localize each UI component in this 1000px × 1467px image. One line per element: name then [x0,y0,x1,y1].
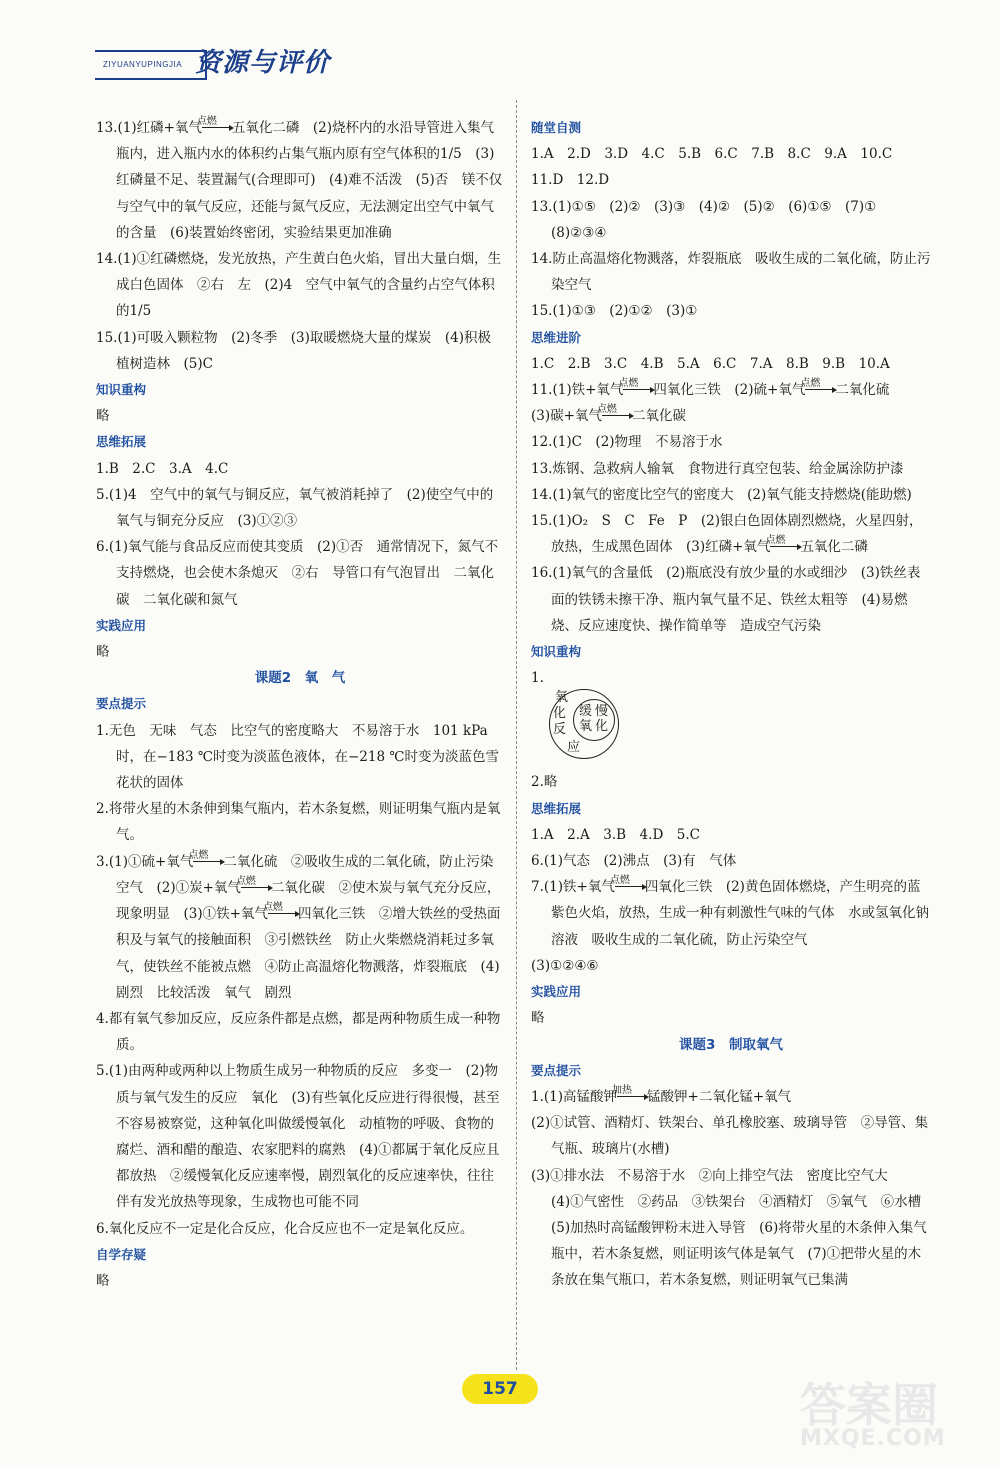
watermark-url: MXQE.COM [800,1426,946,1451]
key-point-1: 1.(1)高锰酸钾加热 锰酸钾+二氧化锰+氧气 [531,1084,792,1105]
diagram-char: 缓 [579,704,593,720]
key-point-4: 4.都有氧气参加反应，反应条件都是点燃，都是两种物质生成一种物质。 [96,1010,501,1054]
diagram-char: 应 [567,740,581,756]
answer-13: 13.(1)红磷+氧气点燃 五氧化二磷 (2)烧杯内的水沿导管进入集气瓶内，进入瓶内水的体积约占集气瓶内原有空气体积的1/5 (3)红磷量不足、装置漏气(合理即可) (4)难不活泼 (5)否 镁不仅与空气中的氧气反应，还能与氮气反应，无法测定出空气中氧气的含量 (6)装置始终密闭，实验结果更加准确 [96,116,503,241]
header-title: 资源与评价 [195,48,331,78]
answer-16: 16.(1)氧气的含量低 (2)瓶底没有放少量的水或细沙 (3)铁丝表面的铁锈未擦干净、瓶内氧气量不足、铁丝太粗等 (4)易燃烧、反应速度快、操作简单等 造成空气污染 [531,565,921,634]
right-column [531,115,935,1294]
lesson-title: 课题3 制取氧气 [679,1036,783,1053]
key-point-1: 1.无色 无味 气态 比空气的密度略大 不易溶于水 101 kPa时，在−183 ℃时变为淡蓝色液体，在−218 ℃时变为淡蓝色雪花状的固体 [96,722,499,792]
answer-choices: 1.A 2.D 3.D 4.C 5.B 6.C 7.B 8.C 9.A 10.C [531,146,893,163]
header-logo [95,40,355,82]
answer-text: 略 [96,644,110,661]
key-point-1-2: (2)①试管、酒精灯、铁架台、单孔橡胶塞、玻璃导管 ②导管、集气瓶、玻璃片(水槽) [531,1115,929,1158]
diagram-char: 氧 [579,719,593,735]
answer-7: 7.(1)铁+氧气点燃 四氧化三铁 (2)黄色固体燃烧，产生明亮的蓝紫色火焰，放热，生成一种有刺激性气味的气体 水或氢氧化钠溶液 吸收生成的二氧化硫，防止污染空气 [531,875,929,948]
answer-6: 6.(1)气态 (2)沸点 (3)有 气体 [531,853,737,870]
answer-5: 5.(1)4 空气中的氧气与铜反应，氧气被消耗掉了 (2)使空气中的氧气与铜充分反应 (3)①②③ [96,486,494,530]
section-heading: 思维拓展 [531,800,582,816]
section-heading: 实践应用 [531,984,582,1000]
section-heading: 要点提示 [96,696,147,712]
watermark-text: 答案圈 [800,1378,938,1432]
answer-12: 12.(1)C (2)物理 不易溶于水 [531,434,723,451]
diagram-char: 氧 [555,690,569,706]
column-divider [516,100,517,1370]
left-column [96,115,504,1294]
answer-13: 13.(1)①⑤ (2)② (3)③ (4)② (5)② (6)①⑤ (7)① (8)②③④ [531,198,890,241]
answer-14: 14.防止高温熔化物溅落，炸裂瓶底 吸收生成的二氧化硫，防止污染空气 [531,251,931,294]
answer-text: 略 [96,1272,110,1289]
answer-choices: 1.C 2.B 3.C 4.B 5.A 6.C 7.A 8.B 9.B 10.A [531,355,890,372]
section-heading: 知识重构 [96,382,147,398]
section-heading: 知识重构 [531,644,582,660]
answer-choices: 11.D 12.D [531,172,610,189]
answer-15: 15.(1)①③ (2)①② (3)① [531,303,698,320]
section-heading: 实践应用 [96,617,147,633]
answer-11-3: (3)碳+氧气点燃 二氧化碳 [531,404,686,425]
section-heading: 要点提示 [531,1062,582,1078]
diagram-label: 1. [531,670,544,687]
section-heading: 思维拓展 [96,434,147,450]
section-heading: 自学存疑 [96,1246,147,1262]
answer-text: 2.略 [531,774,558,791]
key-point-6: 6.氧化反应不一定是化合反应，化合反应也不一定是氧化反应。 [96,1220,474,1237]
section-heading: 思维进阶 [531,329,582,345]
lesson-title: 课题2 氧 气 [254,670,346,687]
watermark-logo [800,1378,990,1462]
answer-13b: 13.炼钢、急救病人输氧 食物进行真空包装、给金属涂防护漆 [531,460,904,477]
key-point-2: 2.将带火星的木条伸到集气瓶内，若木条复燃，则证明集气瓶内是氧气。 [96,801,501,844]
answer-11: 11.(1)铁+氧气点燃 四氧化三铁 (2)硫+氧气点燃 二氧化硫 [531,378,890,399]
answer-choices: 1.A 2.A 3.B 4.D 5.C [531,826,700,843]
answer-7-3: (3)①②④⑥ [531,957,599,974]
oxidation-venn-diagram [549,687,649,765]
diagram-char: 化 [595,719,609,735]
header-subtitle: ZIYUANYUPINGJIA [103,60,183,69]
diagram-char: 反 [553,722,567,738]
answer-15b: 15.(1)O₂ S C Fe P (2)银白色固体剧烈燃烧，火星四射，放热，生成黑色固体 (3)红磷+氧气点燃 五氧化二磷 [531,513,923,556]
key-point-5: 5.(1)由两种或两种以上物质生成另一种物质的反应 多变一 (2)物质与氧气发生的反应 氧化 (3)有些氧化反应进行得很慢，甚至不容易被察觉，这种氧化叫做缓慢氧化 动植物的呼吸、食物的腐烂、酒和醋的酿造、农家肥料的腐熟 (4)①都属于氧化反应且都放热 ②缓慢氧化反应速率慢，剧烈氧化的反应速率快，往往伴有发光放热等现象，生成物也可能不同 [96,1063,500,1211]
answer-15: 15.(1)可吸入颗粒物 (2)冬季 (3)取暖燃烧大量的煤炭 (4)积极植树造林 (5)C [96,329,491,372]
answer-6: 6.(1)氧气能与食品反应而使其变质 (2)①否 通常情况下，氮气不支持燃烧，也会使木条熄灭 ②右 导管口有气泡冒出 二氧化碳 二氧化碳和氮气 [96,539,499,608]
page-number: 157 [462,1374,538,1404]
answer-text: 略 [531,1010,545,1027]
key-point-3: 3.(1)①硫+氧气点燃 二氧化硫 ②吸收生成的二氧化硫，防止污染空气 (2)①炭+氧气点燃 二氧化碳 ②使木炭与氧气充分反应，现象明显 (3)①铁+氧气点燃 四氧化三铁 ②增大铁丝的受热面积及与氧气的接触面积 ③引燃铁丝 防止火柴燃烧消耗过多氧气，使铁丝不能被点燃 ④防止高温熔化物溅落，炸裂瓶底 (4)剧烈 比较活泼 氧气 剧烈 [96,849,501,1001]
key-point-1-3: (3)①排水法 不易溶于水 ②向上排空气法 密度比空气大 (4)①气密性 ②药品 ③铁架台 ④酒精灯 ⑤氧气 ⑥水槽 (5)加热时高锰酸钾粉末进入导管 (6)将带火星的木条伸入集气瓶中，若木条复燃，则证明该气体是氧气 (7)①把带火星的木条放在集气瓶口，若木条复燃，则证明氧气已集满 [531,1167,935,1289]
diagram-char: 化 [553,706,567,722]
answer-14: 14.(1)①红磷燃烧，发光放热，产生黄白色火焰，冒出大量白烟，生成白色固体 ②右 左 (2)4 空气中氧气的含量约占空气体积的1/5 [96,251,502,320]
answer-text: 略 [96,408,110,425]
answer-14b: 14.(1)氧气的密度比空气的密度大 (2)氧气能支持燃烧(能助燃) [531,486,912,503]
section-heading: 随堂自测 [531,120,582,135]
answer-choices: 1.B 2.C 3.A 4.C [96,460,229,477]
diagram-char: 慢 [595,704,609,720]
